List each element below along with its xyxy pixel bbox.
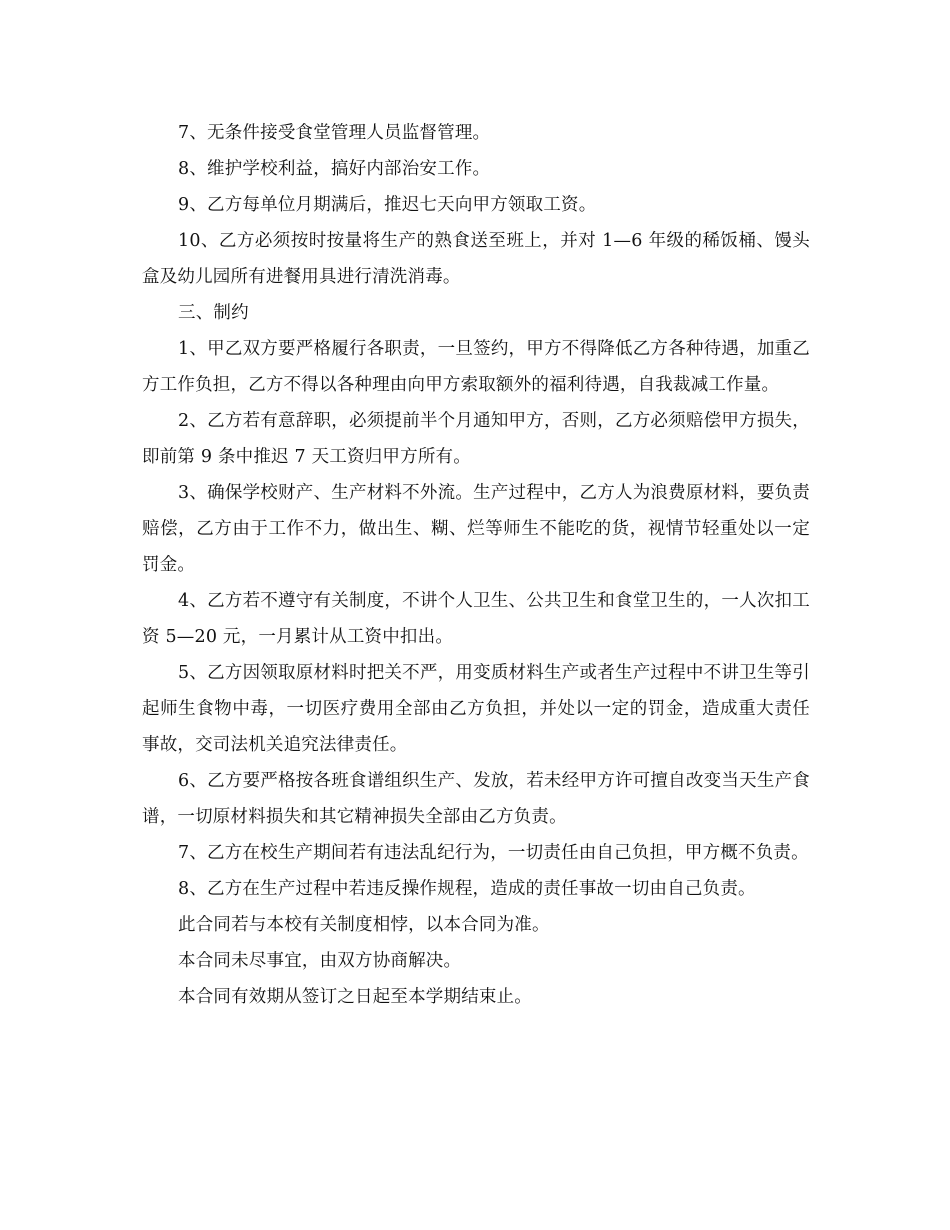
clause-10-delivery: 10、乙方必须按时按量将生产的熟食送至班上，并对 1—6 年级的稀饭桶、馒头盒及幼儿园所有进餐用具进行清洗消毒。 (142, 231, 810, 287)
closing-negotiation: 本合同未尽事宜，由双方协商解决。 (178, 951, 462, 971)
constraint-7-conduct: 7、乙方在校生产期间若有违法乱纪行为，一切责任由自己负担，甲方概不负责。 (178, 843, 809, 863)
closing-validity: 本合同有效期从签订之日起至本学期结束止。 (178, 987, 532, 1007)
closing-precedence: 此合同若与本校有关制度相悖，以本合同为准。 (178, 915, 550, 935)
constraint-2-resignation: 2、乙方若有意辞职，必须提前半个月通知甲方，否则，乙方必须赔偿甲方损失，即前第 9 条中推迟 7 天工资归甲方所有。 (142, 411, 810, 467)
section-heading-constraints: 三、制约 (178, 303, 249, 323)
clause-9-wages: 9、乙方每单位月期满后，推迟七天向甲方领取工资。 (178, 195, 597, 215)
clause-8-security: 8、维护学校利益，搞好内部治安工作。 (178, 159, 491, 179)
constraint-4-hygiene: 4、乙方若不遵守有关制度，不讲个人卫生、公共卫生和食堂卫生的，一人次扣工资 5—20 元，一月累计从工资中扣出。 (142, 591, 810, 647)
constraint-6-menu: 6、乙方要严格按各班食谱组织生产、发放，若未经甲方许可擅自改变当天生产食谱，一切原材料损失和其它精神损失全部由乙方负责。 (142, 771, 810, 827)
document-body (142, 115, 810, 1015)
constraint-5-food-poisoning: 5、乙方因领取原材料时把关不严，用变质材料生产或者生产过程中不讲卫生等引起师生食物中毒，一切医疗费用全部由乙方负担，并处以一定的罚金，造成重大责任事故，交司法机关追究法律责任。 (142, 663, 810, 755)
clause-7-supervision: 7、无条件接受食堂管理人员监督管理。 (178, 123, 491, 143)
constraint-3-materials: 3、确保学校财产、生产材料不外流。生产过程中，乙方人为浪费原材料，要负责赔偿，乙方由于工作不力，做出生、糊、烂等师生不能吃的货，视情节轻重处以一定罚金。 (142, 483, 810, 575)
constraint-8-operations: 8、乙方在生产过程中若违反操作规程，造成的责任事故一切由自己负责。 (178, 879, 756, 899)
constraint-1-duties: 1、甲乙双方要严格履行各职责，一旦签约，甲方不得降低乙方各种待遇，加重乙方工作负担，乙方不得以各种理由向甲方索取额外的福利待遇，自我裁减工作量。 (142, 339, 810, 395)
